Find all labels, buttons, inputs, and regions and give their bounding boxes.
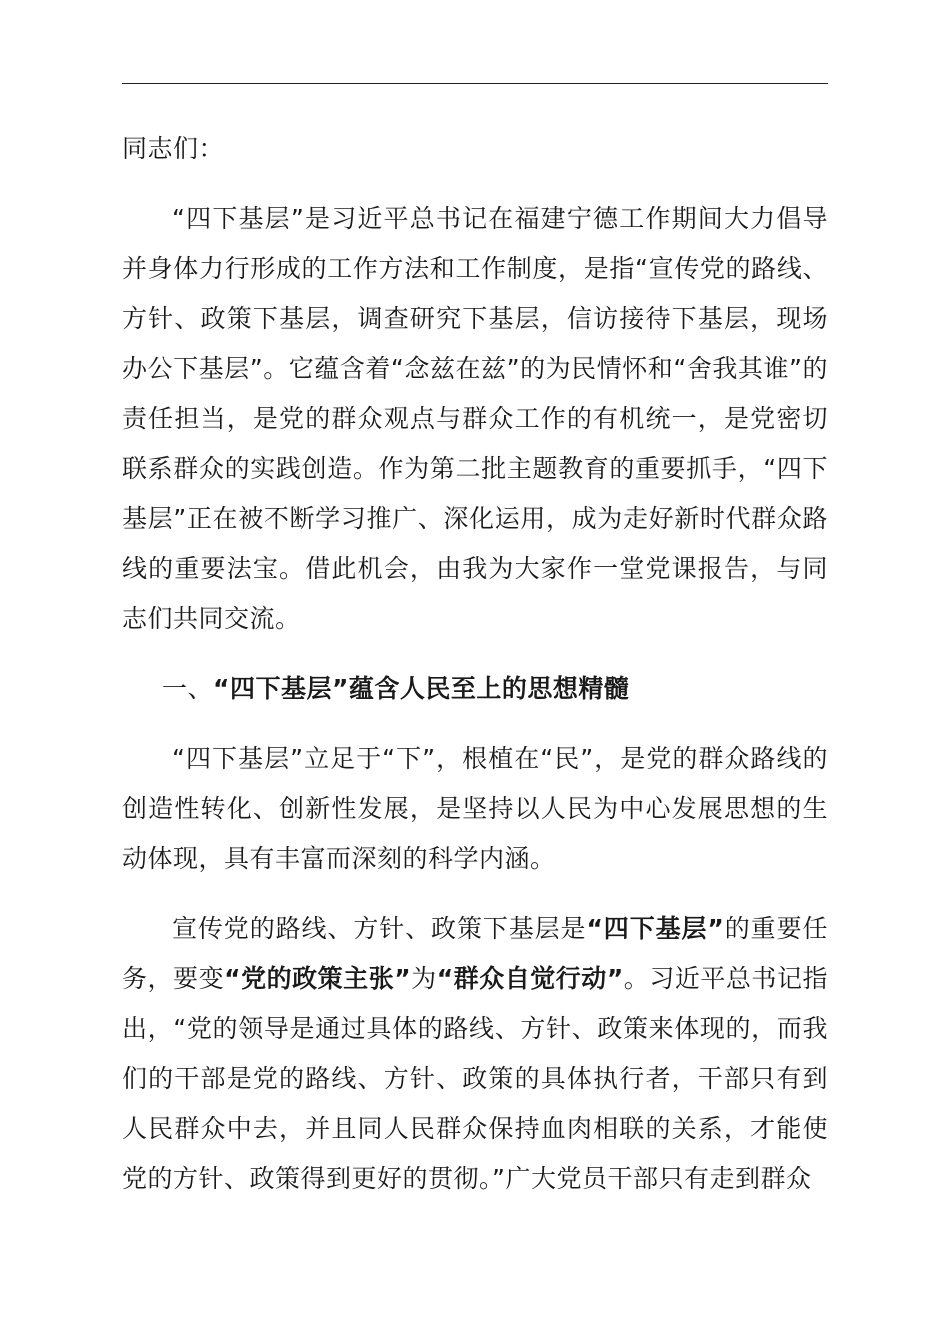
text-run: 宣传党的路线、方针、政策下基层是 (172, 914, 587, 943)
text-run: 的重要任务，要变 (122, 914, 828, 993)
emphasis-quote: “群众自觉行动” (436, 964, 624, 993)
section1-paragraph-2 (122, 904, 828, 1204)
emphasis-quote: “四下基层” (586, 914, 725, 943)
salutation: 同志们： (122, 134, 225, 163)
document-body (122, 124, 828, 1224)
section-heading-prefix: 一、 (162, 674, 214, 703)
text-run: 为 (411, 964, 437, 993)
text-run: 。习近平总书记指出，“党的领导是通过具体的路线、方针、政策来体现的，而我们的干部是党的路线、方针、政策的具体执行者，干部只有到人民群众中去，并且同人民群众保持血肉相联的关系，才能使党的方针、政策得到更好的贯彻。”广大党员干部只有走到群众 (122, 964, 828, 1193)
header-rule (122, 83, 828, 84)
intro-paragraph: “四下基层”是习近平总书记在福建宁德工作期间大力倡导并身体力行形成的工作方法和工作制度，是指“宣传党的路线、方针、政策下基层，调查研究下基层，信访接待下基层，现场办公下基层”。它蕴含着“念兹在兹”的为民情怀和“舍我其谁”的责任担当，是党的群众观点与群众工作的有机统一，是党密切联系群众的实践创造。作为第二批主题教育的重要抓手，“四下基层”正在被不断学习推广、深化运用，成为走好新时代群众路线的重要法宝。借此机会，由我为大家作一堂党课报告，与同志们共同交流。 (122, 204, 828, 633)
section-heading-1 (122, 664, 828, 714)
emphasis-quote: “党的政策主张” (224, 964, 412, 993)
section-heading-title: “四下基层”蕴含人民至上的思想精髓 (213, 674, 630, 703)
section1-paragraph-1: “四下基层”立足于“下”，根植在“民”，是党的群众路线的创造性转化、创新性发展，是坚持以人民为中心发展思想的生动体现，具有丰富而深刻的科学内涵。 (122, 744, 828, 873)
